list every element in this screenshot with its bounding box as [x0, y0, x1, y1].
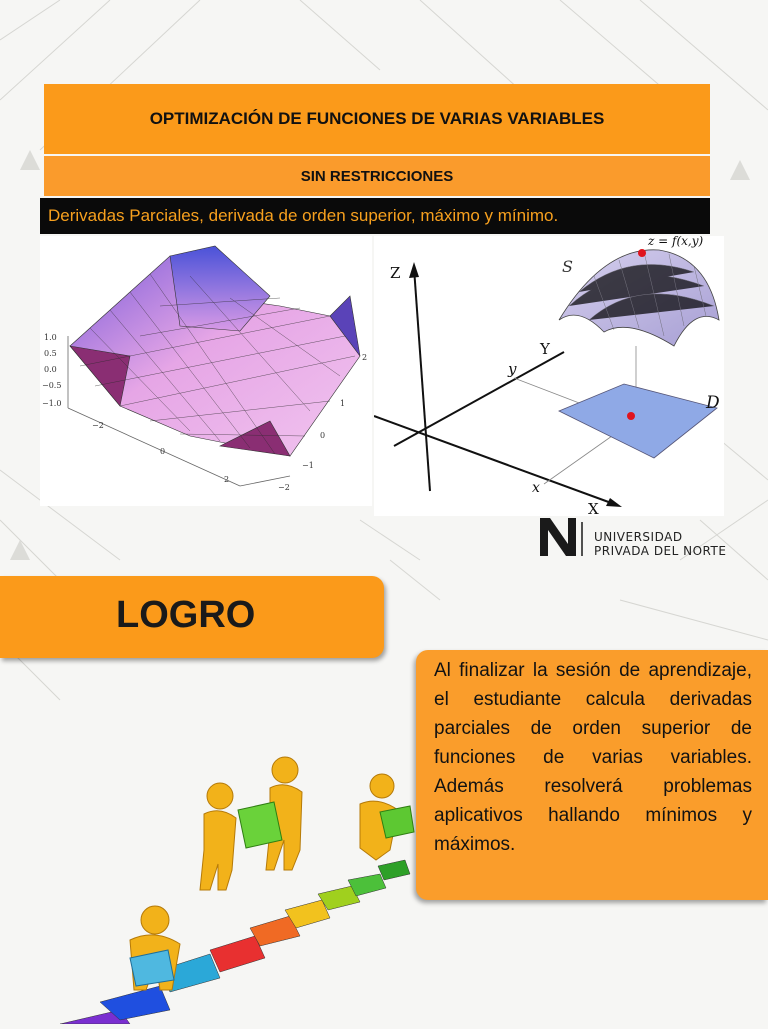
- axis-z-label: Z: [390, 264, 401, 282]
- surface-label: S: [562, 257, 573, 276]
- z-tick: 0.0: [44, 365, 57, 374]
- logro-banner: [0, 576, 384, 658]
- x-tick: 2: [224, 475, 230, 484]
- puzzle-teamwork-illustration: [60, 740, 420, 1024]
- axis-x-upper-label: X: [588, 500, 599, 516]
- y-tick: −1: [302, 461, 314, 470]
- surface-equation: z = f(x,y): [648, 236, 704, 248]
- logro-description: Al finalizar la sesión de aprendizaje, el estudiante calcula derivadas parciales de orden superior de funciones de varias variables. Además resolverá problemas aplicativos hallando mínimos y máximos.: [434, 660, 752, 855]
- university-logo: [534, 512, 754, 562]
- domain-region: [559, 384, 717, 458]
- university-logo-mark: [534, 512, 584, 562]
- axis-y-lower-label: y: [508, 360, 517, 378]
- z-tick: 0.5: [44, 349, 57, 358]
- puzzle-illustration-graphic: [60, 740, 420, 1024]
- domain-label: D: [706, 393, 720, 413]
- page-title: OPTIMIZACIÓN DE FUNCIONES DE VARIAS VARIABLES: [44, 84, 710, 154]
- logo-text-line1: UNIVERSIDAD: [594, 530, 683, 544]
- axis-x-lower-label: x: [532, 480, 540, 496]
- z-tick: −0.5: [42, 381, 62, 390]
- domain-point: [627, 412, 635, 420]
- x-tick: 0: [160, 447, 166, 456]
- z-tick: 1.0: [44, 333, 57, 342]
- domain-surface-diagram: [374, 236, 724, 516]
- y-tick: 2: [362, 353, 368, 362]
- z-tick: −1.0: [42, 399, 62, 408]
- surface-plot-figure: [40, 236, 372, 506]
- logro-description-box: [416, 650, 768, 900]
- surface-point: [638, 249, 646, 257]
- axis-y-upper-label: Y: [540, 340, 550, 358]
- x-tick: −2: [92, 421, 104, 430]
- y-tick: 0: [320, 431, 326, 440]
- logro-title: LOGRO: [116, 594, 256, 636]
- y-tick: 1: [340, 399, 346, 408]
- page-subtitle: SIN RESTRICCIONES: [44, 156, 710, 196]
- y-tick: −2: [278, 483, 290, 492]
- topic-bar: Derivadas Parciales, derivada de orden superior, máximo y mínimo.: [40, 198, 710, 234]
- logo-text-line2: PRIVADA DEL NORTE: [594, 544, 727, 558]
- domain-surface-graphic: [374, 236, 724, 516]
- surface-plot-graphic: [40, 236, 372, 506]
